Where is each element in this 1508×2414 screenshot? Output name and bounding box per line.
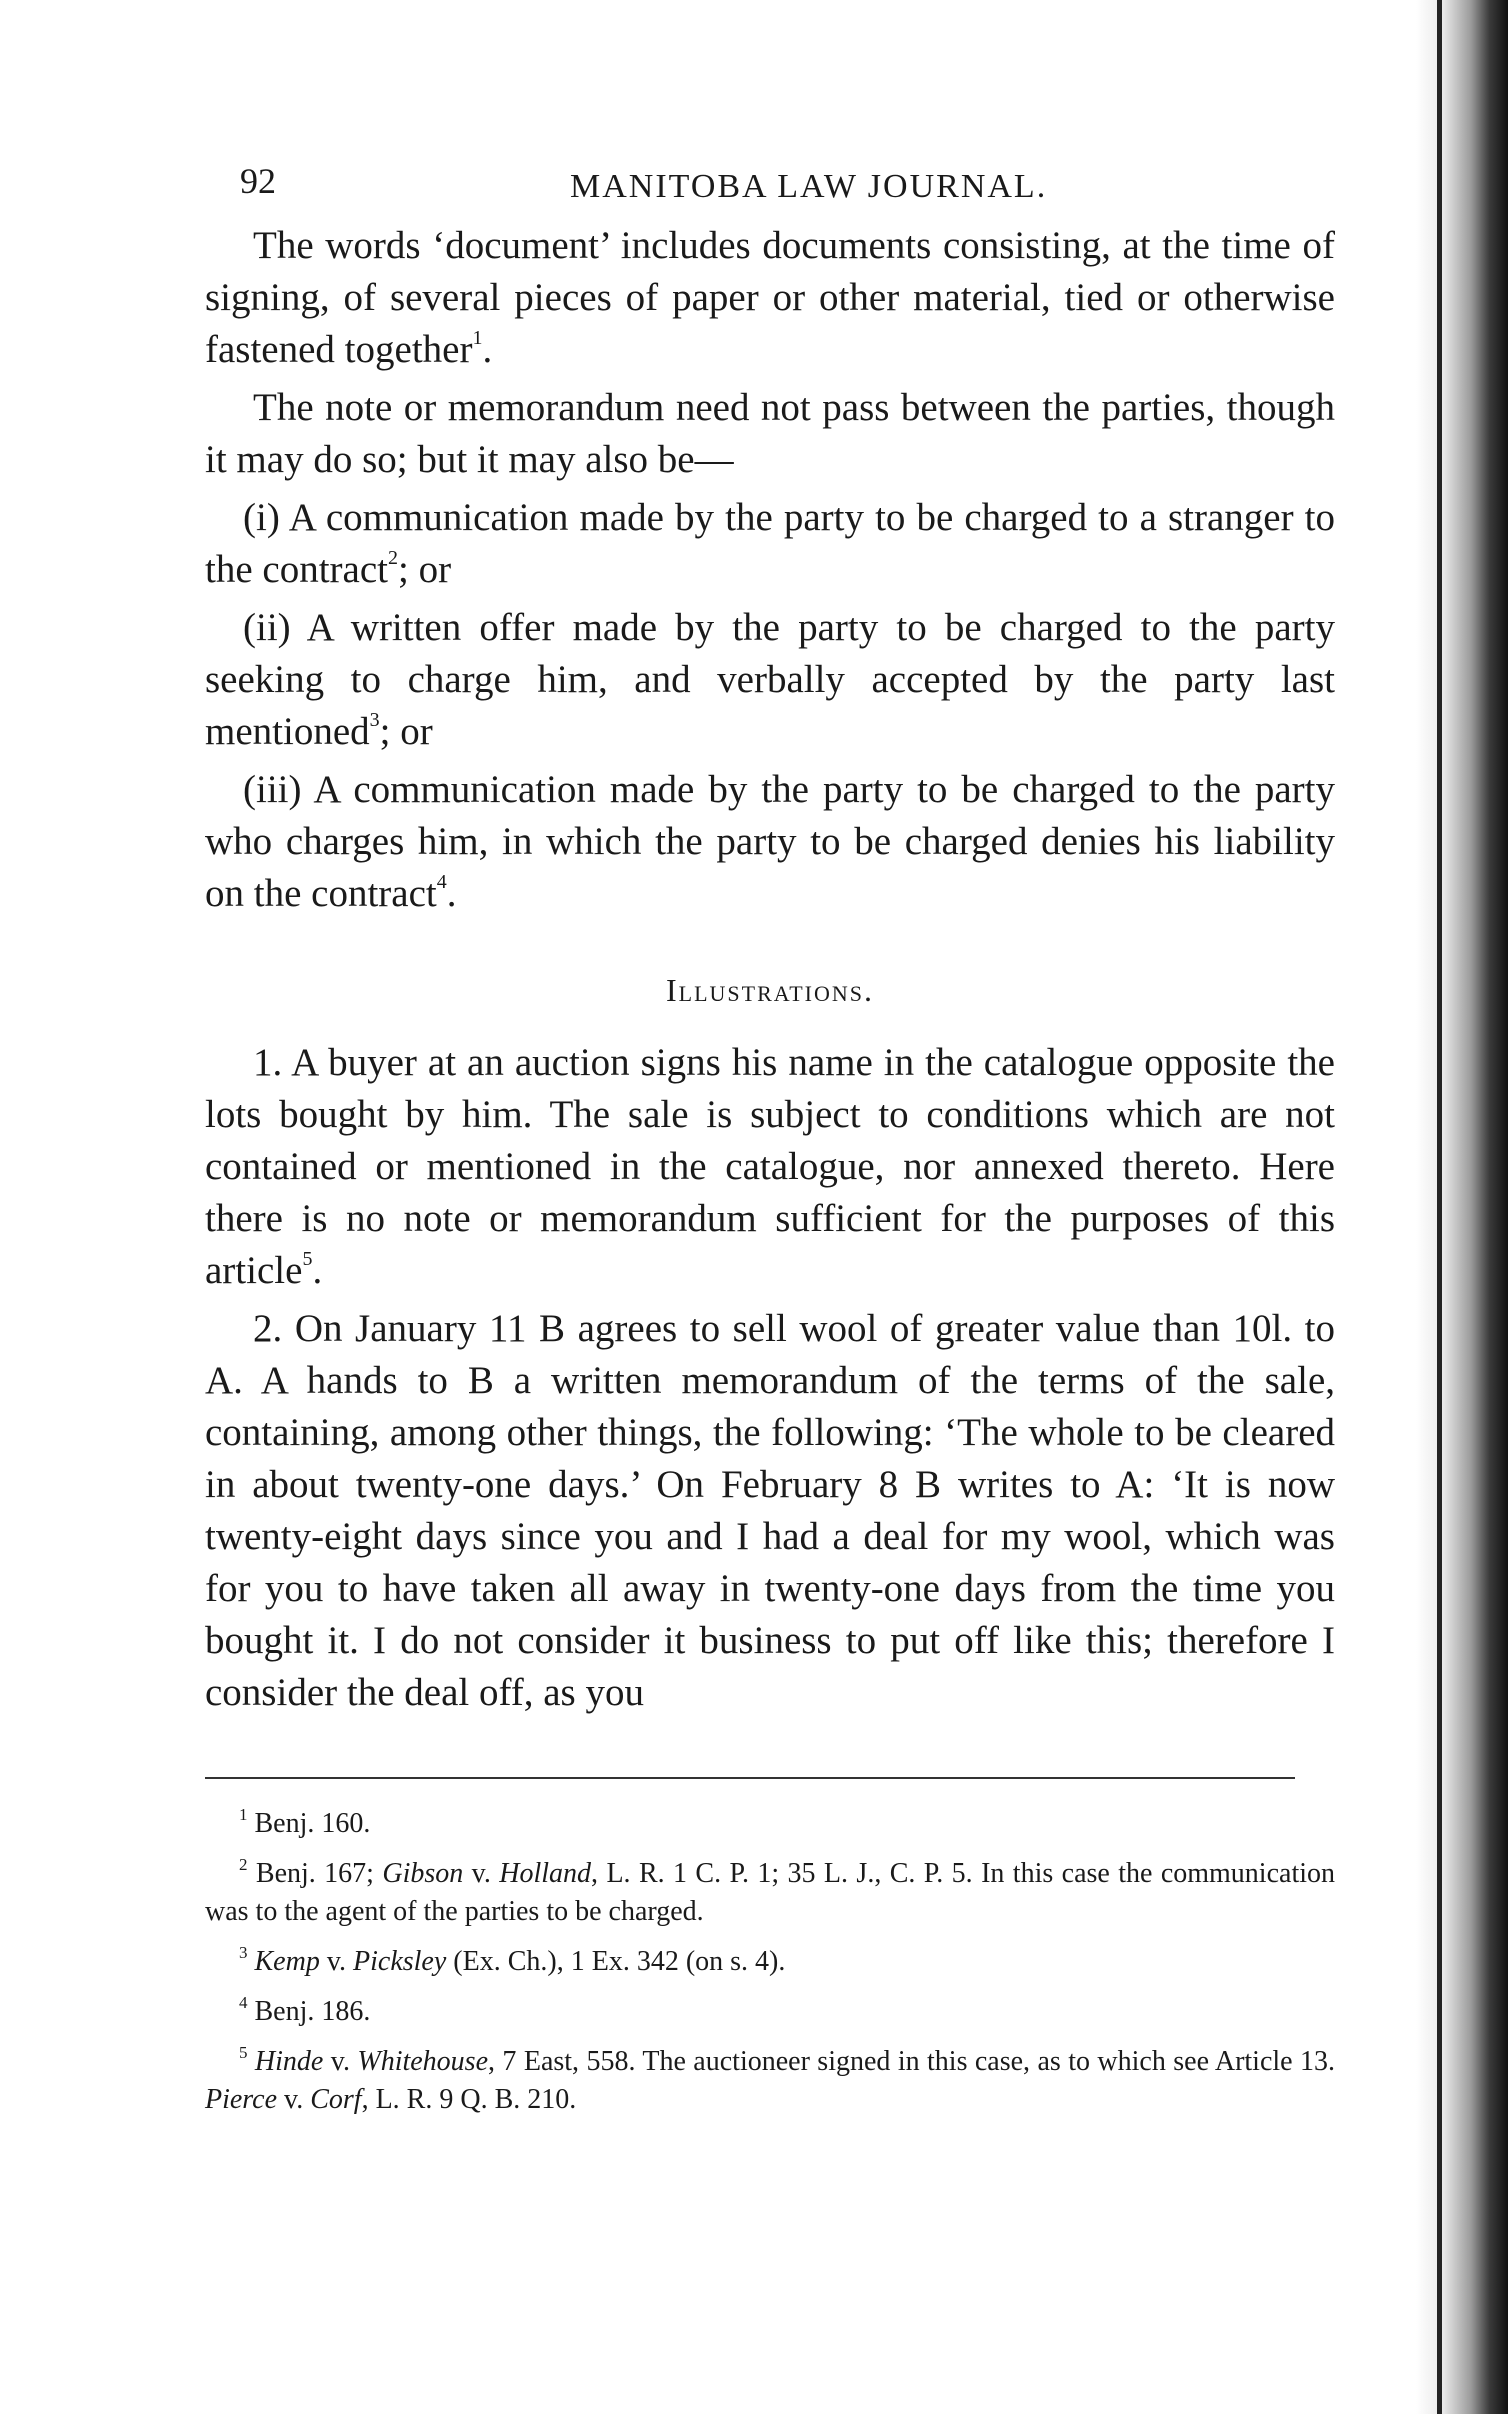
footnote-text: Benj. 167;	[255, 1858, 383, 1889]
list-item-i	[205, 492, 1335, 596]
list-item-end: ; or	[379, 710, 433, 753]
case-name: Pierce	[205, 2084, 278, 2115]
footnote-text: v.	[323, 2046, 358, 2077]
footnote-number: 3	[239, 1943, 248, 1962]
case-name: Gibson	[382, 1858, 464, 1889]
case-name: Holland	[499, 1858, 592, 1889]
footnote-ref: 2	[387, 547, 398, 569]
illustration-end: .	[312, 1249, 323, 1292]
footnote-ref: 5	[302, 1248, 313, 1270]
footnote-text: , L. R. 1 C. P. 1; 35 L. J., C. P. 5. In this case the communication was to the agent of the parties to be charged.	[205, 1858, 1336, 1927]
footnote-number: 5	[239, 2043, 248, 2062]
footnote-2	[205, 1855, 1335, 1931]
paragraph-note-memorandum	[205, 382, 1335, 486]
list-item-end: ; or	[397, 548, 452, 591]
page-header	[205, 150, 1335, 220]
footnote-text: v.	[319, 1946, 354, 1977]
case-name: Whitehouse	[357, 2046, 489, 2077]
footnote-text: (Ex. Ch.), 1 Ex. 342 (on s. 4).	[446, 1946, 786, 1977]
case-name: Corf	[310, 2084, 362, 2115]
paragraph-end: .	[482, 328, 493, 371]
footnote-text: , L. R. 9 Q. B. 210.	[361, 2084, 577, 2115]
footnotes	[205, 1805, 1335, 2119]
page-number: 92	[240, 161, 276, 201]
case-name: Kemp	[254, 1946, 320, 1977]
footnote-ref: 1	[472, 327, 483, 349]
footnote-5	[205, 2043, 1335, 2119]
footnote-divider	[205, 1777, 1295, 1779]
footnote-text: v.	[463, 1858, 500, 1889]
book-page	[205, 150, 1335, 2131]
list-item-text: (iii) A communication made by the party to be charged to the party who charges him, in which the party to be charged denies his liability on the contract	[205, 768, 1335, 915]
footnote-ref: 4	[436, 871, 447, 893]
list-item-text: (ii) A written offer made by the party to be charged to the party seeking to charge him, and verbally accepted by the party last mentioned	[205, 606, 1335, 753]
footnote-text: Benj. 160.	[254, 1808, 371, 1839]
illustration-2	[205, 1303, 1335, 1719]
footnote-1	[205, 1805, 1335, 1843]
list-item-text: (i) A communication made by the party to be charged to a stranger to the contract	[205, 496, 1335, 591]
page-edge-shadow	[1416, 0, 1508, 2414]
footnote-text: , 7 East, 558. The auctioneer signed in this case, as to which see Article 13.	[488, 2046, 1336, 2077]
list-item-end: .	[446, 872, 457, 915]
running-title: MANITOBA LAW JOURNAL.	[570, 168, 1048, 205]
illustration-text: 1. A buyer at an auction signs his name in the catalogue opposite the lots bought by him. The sale is subject to conditions which are not contained or mentioned in the catalogue, nor annexed thereto. Here there is no note or memorandum sufficient for the purposes of this article	[205, 1041, 1335, 1292]
illustration-text: 2. On January 11 B agrees to sell wool of greater value than 10l. to A. A hands to B a written memorandum of the terms of the sale, containing, among other things, the following: ‘The whole to be cleared in about twenty-one days.’ On February 8 B writes to A: ‘It is now twenty-eight days since you and I had a deal for my wool, which was for you to have taken all away in twenty-one days from the time you bought it. I do not consider it business to put off like this; therefore I consider the deal off, as you	[205, 1307, 1335, 1714]
footnote-text: v.	[277, 2084, 311, 2115]
case-name: Picksley	[353, 1946, 447, 1977]
page-edge-line	[1437, 0, 1442, 2414]
list-item-ii	[205, 602, 1335, 758]
paragraph-document-definition	[205, 220, 1335, 376]
footnote-number: 1	[239, 1805, 248, 1824]
paragraph-text: The note or memorandum need not pass between the parties, though it may do so; but it may also be—	[205, 386, 1335, 481]
footnote-number: 2	[239, 1855, 248, 1874]
footnote-number: 4	[239, 1993, 248, 2012]
list-item-iii	[205, 764, 1335, 920]
illustration-1	[205, 1037, 1335, 1297]
footnote-text: Benj. 186.	[254, 1996, 371, 2027]
footnote-3	[205, 1943, 1335, 1981]
footnote-ref: 3	[369, 709, 380, 731]
case-name: Hinde	[254, 2046, 324, 2077]
paragraph-text: The words ‘document’ includes documents consisting, at the time of signing, of several pieces of paper or other material, tied or otherwise fastened together	[205, 224, 1335, 371]
illustrations-heading: Illustrations.	[666, 972, 874, 1008]
footnote-4	[205, 1993, 1335, 2031]
